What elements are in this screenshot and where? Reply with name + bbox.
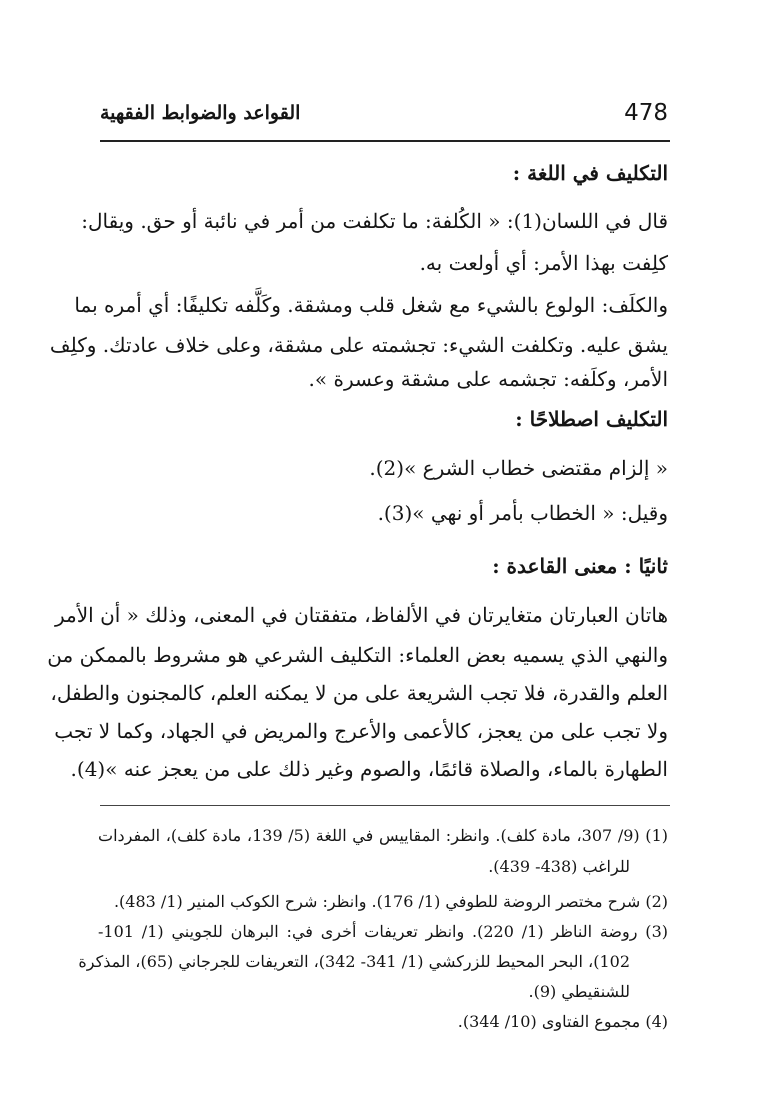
footnote-line: للراغب (438- 439). — [488, 857, 630, 876]
paragraph-line: العلم والقدرة، فلا تجب الشريعة على من لا يمكنه العلم، كالمجنون والطفل، — [50, 681, 668, 705]
quotation-line: « إلزام مقتضى خطاب الشرع »(2). — [369, 456, 668, 480]
heading-meaning-of-rule: ثانيًا : معنى القاعدة : — [492, 554, 668, 578]
quotation-line: وقيل: « الخطاب بأمر أو نهي »(3). — [377, 501, 668, 525]
paragraph-line: يشق عليه. وتكلفت الشيء: تجشمته على مشقة، وعلى خلاف عادتك. وكلِف — [49, 333, 668, 357]
paragraph-line: الطهارة بالماء، والصلاة قائمًا، والصوم وغير ذلك على من يعجز عنه »(4). — [70, 757, 668, 781]
paragraph-line: قال في اللسان(1): « الكُلفة: ما تكلفت من أمر في نائبة أو حق. ويقال: — [81, 209, 668, 233]
footnote-line: (3) روضة الناظر (1/ 220). وانظر تعريفات أخرى في: البرهان للجويني (1/ 101- — [98, 922, 668, 941]
running-title: القواعد والضوابط الفقهية — [100, 102, 301, 124]
paragraph-line: هاتان العبارتان متغايرتان في الألفاظ، متفقتان في المعنى، وذلك « أن الأمر — [55, 603, 668, 627]
footnote-line: (1) (9/ 307، مادة كلف). وانظر: المقاييس في اللغة (5/ 139، مادة كلف)، المفردات — [98, 826, 668, 845]
footnote-line: للشنقيطي (9). — [528, 982, 630, 1001]
page-header — [100, 96, 668, 136]
header-rule — [100, 140, 670, 142]
paragraph-line: كلِفت بهذا الأمر: أي أولعت به. — [419, 251, 668, 275]
paragraph-line: والنهي الذي يسميه بعض العلماء: التكليف الشرعي هو مشروط بالممكن من — [47, 643, 668, 667]
paragraph-line: والكلَف: الولوع بالشيء مع شغل قلب ومشقة. وكَلَّفه تكليفًا: أي أمره بما — [74, 293, 668, 317]
paragraph-line: ولا تجب على من يعجز، كالأعمى والأعرج والمريض في الجهاد، وكما لا تجب — [54, 719, 668, 743]
footnote-line: (2) شرح مختصر الروضة للطوفي (1/ 176). وانظر: شرح الكوكب المنير (1/ 483). — [113, 892, 668, 911]
page-number: 478 — [624, 100, 668, 126]
footnote-separator — [100, 805, 670, 806]
paragraph-line: الأمر، وكلَفه: تجشمه على مشقة وعسرة ». — [308, 367, 668, 391]
heading-technical-definition: التكليف اصطلاحًا : — [515, 407, 668, 431]
heading-language-definition: التكليف في اللغة : — [512, 161, 668, 185]
footnote-line: (4) مجموع الفتاوى (10/ 344). — [457, 1012, 668, 1031]
footnote-line: 102)، البحر المحيط للزركشي (1/ 341- 342)، التعريفات للجرجاني (65)، المذكرة — [78, 952, 630, 971]
